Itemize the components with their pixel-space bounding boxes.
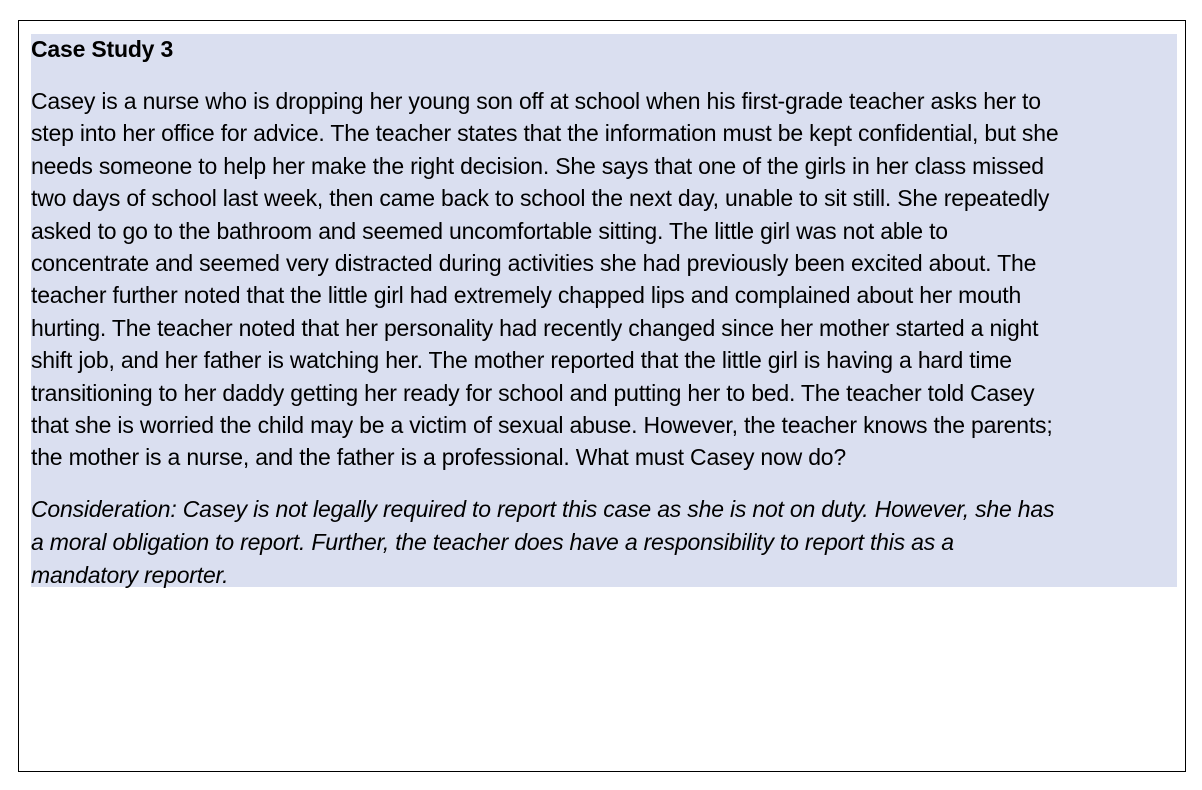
body-line: Casey is a nurse who is dropping her young son off at school when his first-grade teacher asks her to bbox=[31, 88, 1041, 114]
body-line: teacher further noted that the little girl had extremely chapped lips and complained about her mouth bbox=[31, 282, 1022, 309]
document-frame bbox=[18, 20, 1186, 772]
body-line: that she is worried the child may be a victim of sexual abuse. However, the teacher knows the parents; bbox=[31, 412, 1053, 439]
body-line: shift job, and her father is watching her. The mother reported that the little girl is having a hard time bbox=[31, 347, 1012, 374]
body-line: transitioning to her daddy getting her ready for school and putting her to bed. The teacher told Casey bbox=[31, 379, 1035, 406]
consideration-line: mandatory reporter. bbox=[31, 561, 229, 588]
case-study-title: Case Study 3 bbox=[31, 36, 174, 62]
consideration-line: Consideration: Casey is not legally required to report this case as she is not on duty. However, she has bbox=[31, 495, 1055, 522]
case-study-body bbox=[31, 85, 1177, 474]
body-line: needs someone to help her make the right decision. She says that one of the girls in her class missed bbox=[31, 152, 1044, 179]
body-line: step into her office for advice. The teacher states that the information must be kept confidential, but she bbox=[31, 120, 1059, 147]
case-study-box bbox=[31, 34, 1177, 587]
body-line: asked to go to the bathroom and seemed uncomfortable sitting. The little girl was not able to bbox=[31, 217, 948, 244]
body-line: concentrate and seemed very distracted during activities she had previously been excited about. The bbox=[31, 250, 1037, 277]
body-line: the mother is a nurse, and the father is a professional. What must Casey now do? bbox=[31, 444, 846, 471]
consideration-line: a moral obligation to report. Further, the teacher does have a responsibility to report this as a bbox=[31, 528, 954, 555]
consideration-note bbox=[31, 493, 1177, 592]
body-line: two days of school last week, then came back to school the next day, unable to sit still. She repeatedly bbox=[31, 185, 1050, 212]
body-line: hurting. The teacher noted that her personality had recently changed since her mother started a night bbox=[31, 314, 1039, 341]
